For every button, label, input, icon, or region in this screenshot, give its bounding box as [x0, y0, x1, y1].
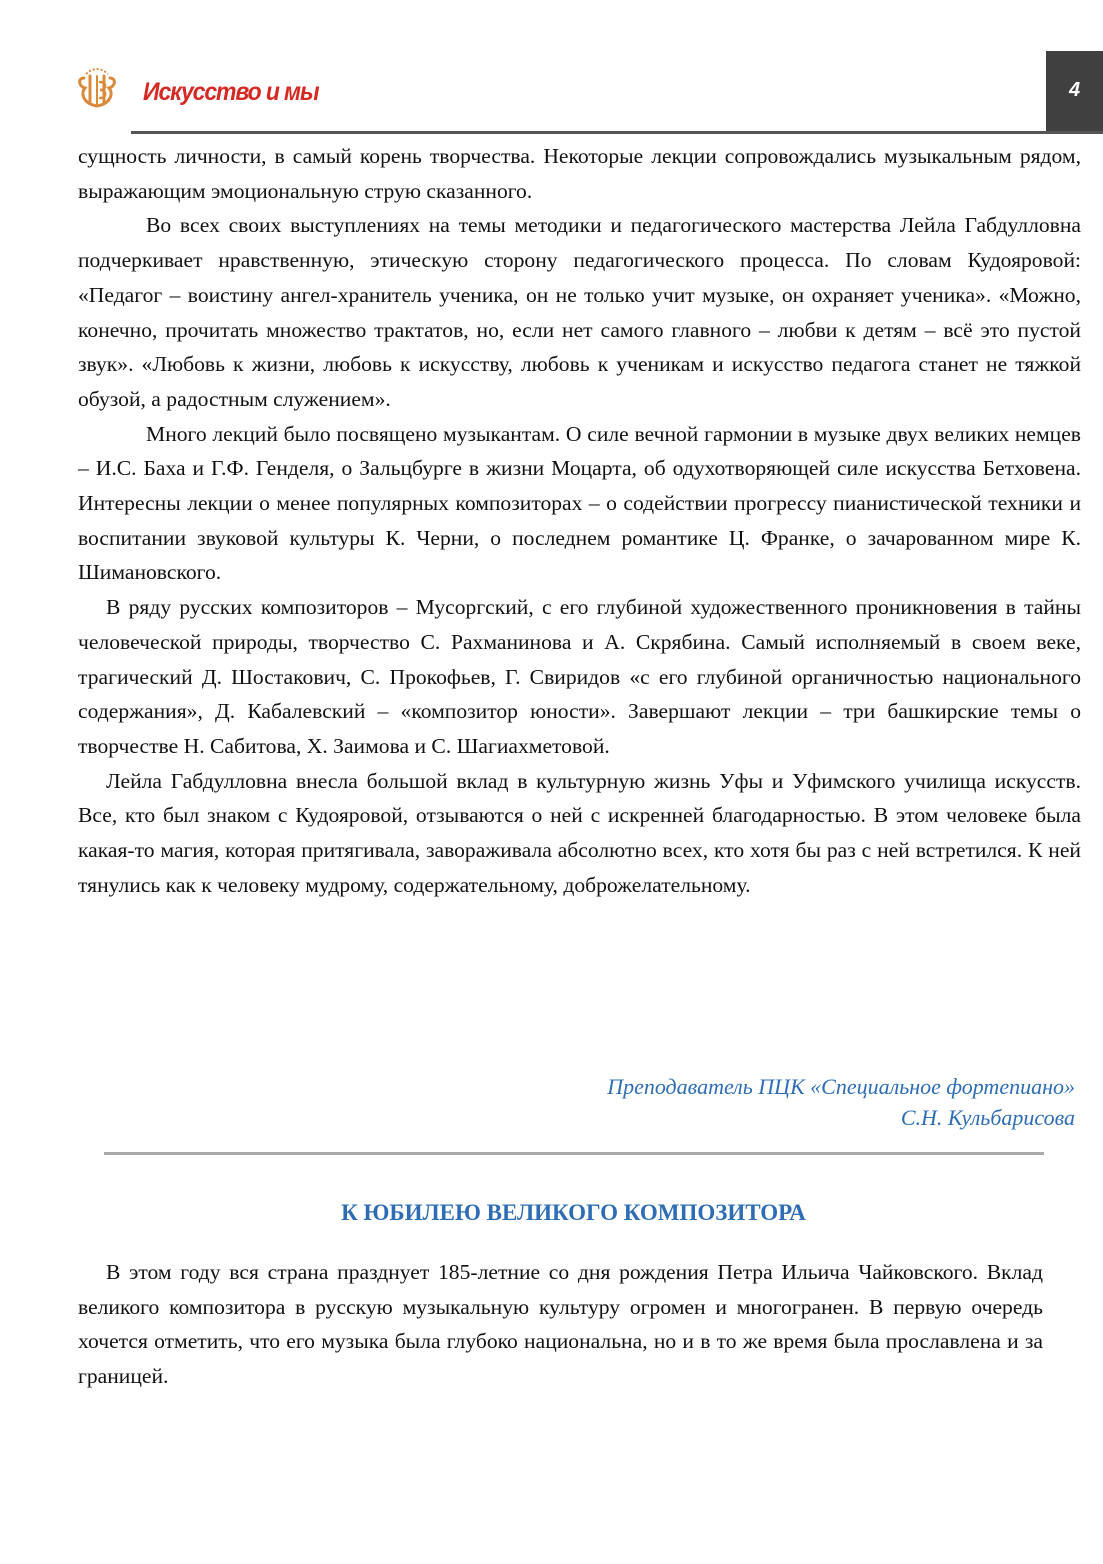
header-divider — [131, 131, 1103, 134]
paragraph: В ряду русских композиторов – Мусоргский, с его глубиной художественного проникновения в тайны человеческой природы, творчество С. Рахманинова и А. Скрябина. Самый исполняемый в своем веке, трагический Д. Шостакович, С. Прокофьев, Г. Свиридов «с его глубиной органичностью национального содержания», Д. Кабалевский – «композитор юности». Завершают лекции – три башкирские темы о творчестве Н. Сабитова, Х. Заимова и С. Шагиахметовой. — [78, 595, 1081, 758]
lyre-logo-icon — [76, 64, 118, 110]
section-divider — [104, 1152, 1044, 1155]
paragraph: сущность личности, в самый корень творчества. Некоторые лекции сопровождались музыкальным рядом, выражающим эмоциональную струю сказанного. — [78, 144, 1081, 203]
article2-body — [78, 1255, 1043, 1393]
author-signature — [607, 1071, 1075, 1133]
paragraph: Лейла Габдулловна внесла большой вклад в культурную жизнь Уфы и Уфимского училища искусств. Все, кто был знаком с Кудояровой, отзываются о ней с искренней благодарностью. В этом человеке была какая-то магия, которая притягивала, завораживала абсолютно всех, кто хотя бы раз с ней встретился. К ней тянулись как к человеку мудрому, содержательному, доброжелательному. — [78, 768, 1081, 897]
page-number-box — [1046, 51, 1103, 132]
author-name: С.Н. Кульбарисова — [900, 1105, 1075, 1130]
page-number: 4 — [1068, 79, 1081, 101]
magazine-title: Искусство и мы — [143, 78, 319, 106]
paragraph: В этом году вся страна празднует 185-летние со дня рождения Петра Ильича Чайковского. Вклад великого композитора в русскую музыкальную культуру огромен и многогранен. В первую очередь хочется отметить, что его музыка была глубоко национальна, но и в то же время была прославлена и за границей. — [78, 1260, 1043, 1388]
article-body — [78, 139, 1081, 902]
paragraph: Много лекций было посвящено музыкантам. О силе вечной гармонии в музыке двух великих немцев – И.С. Баха и Г.Ф. Генделя, о Зальцбурге в жизни Моцарта, об одухотворяющей силе искусства Бетховена. Интересны лекции о менее популярных композиторах – о содействии прогрессу пианистической техники и воспитании звуковой культуры К. Черни, о последнем романтике Ц. Франке, о зачарованном мире К. Шимановского. — [78, 421, 1081, 585]
author-position: Преподаватель ПЦК «Специальное фортепиано» — [607, 1074, 1075, 1099]
paragraph: Во всех своих выступлениях на темы методики и педагогического мастерства Лейла Габдулловна подчеркивает нравственную, этическую сторону педагогического процесса. По словам Кудояровой: «Педагог – воистину ангел-хранитель ученика, он не только учит музыке, он охраняет ученика». «Можно, конечно, прочитать множество трактатов, но, если нет самого главного – любви к детям – всё это пустой звук». «Любовь к жизни, любовь к искусству, любовь к ученикам и искусство педагога станет не тяжкой обузой, а радостным служением». — [78, 213, 1081, 411]
page-header — [0, 0, 1103, 136]
section-title: К ЮБИЛЕЮ ВЕЛИКОГО КОМПОЗИТОРА — [341, 1200, 806, 1225]
